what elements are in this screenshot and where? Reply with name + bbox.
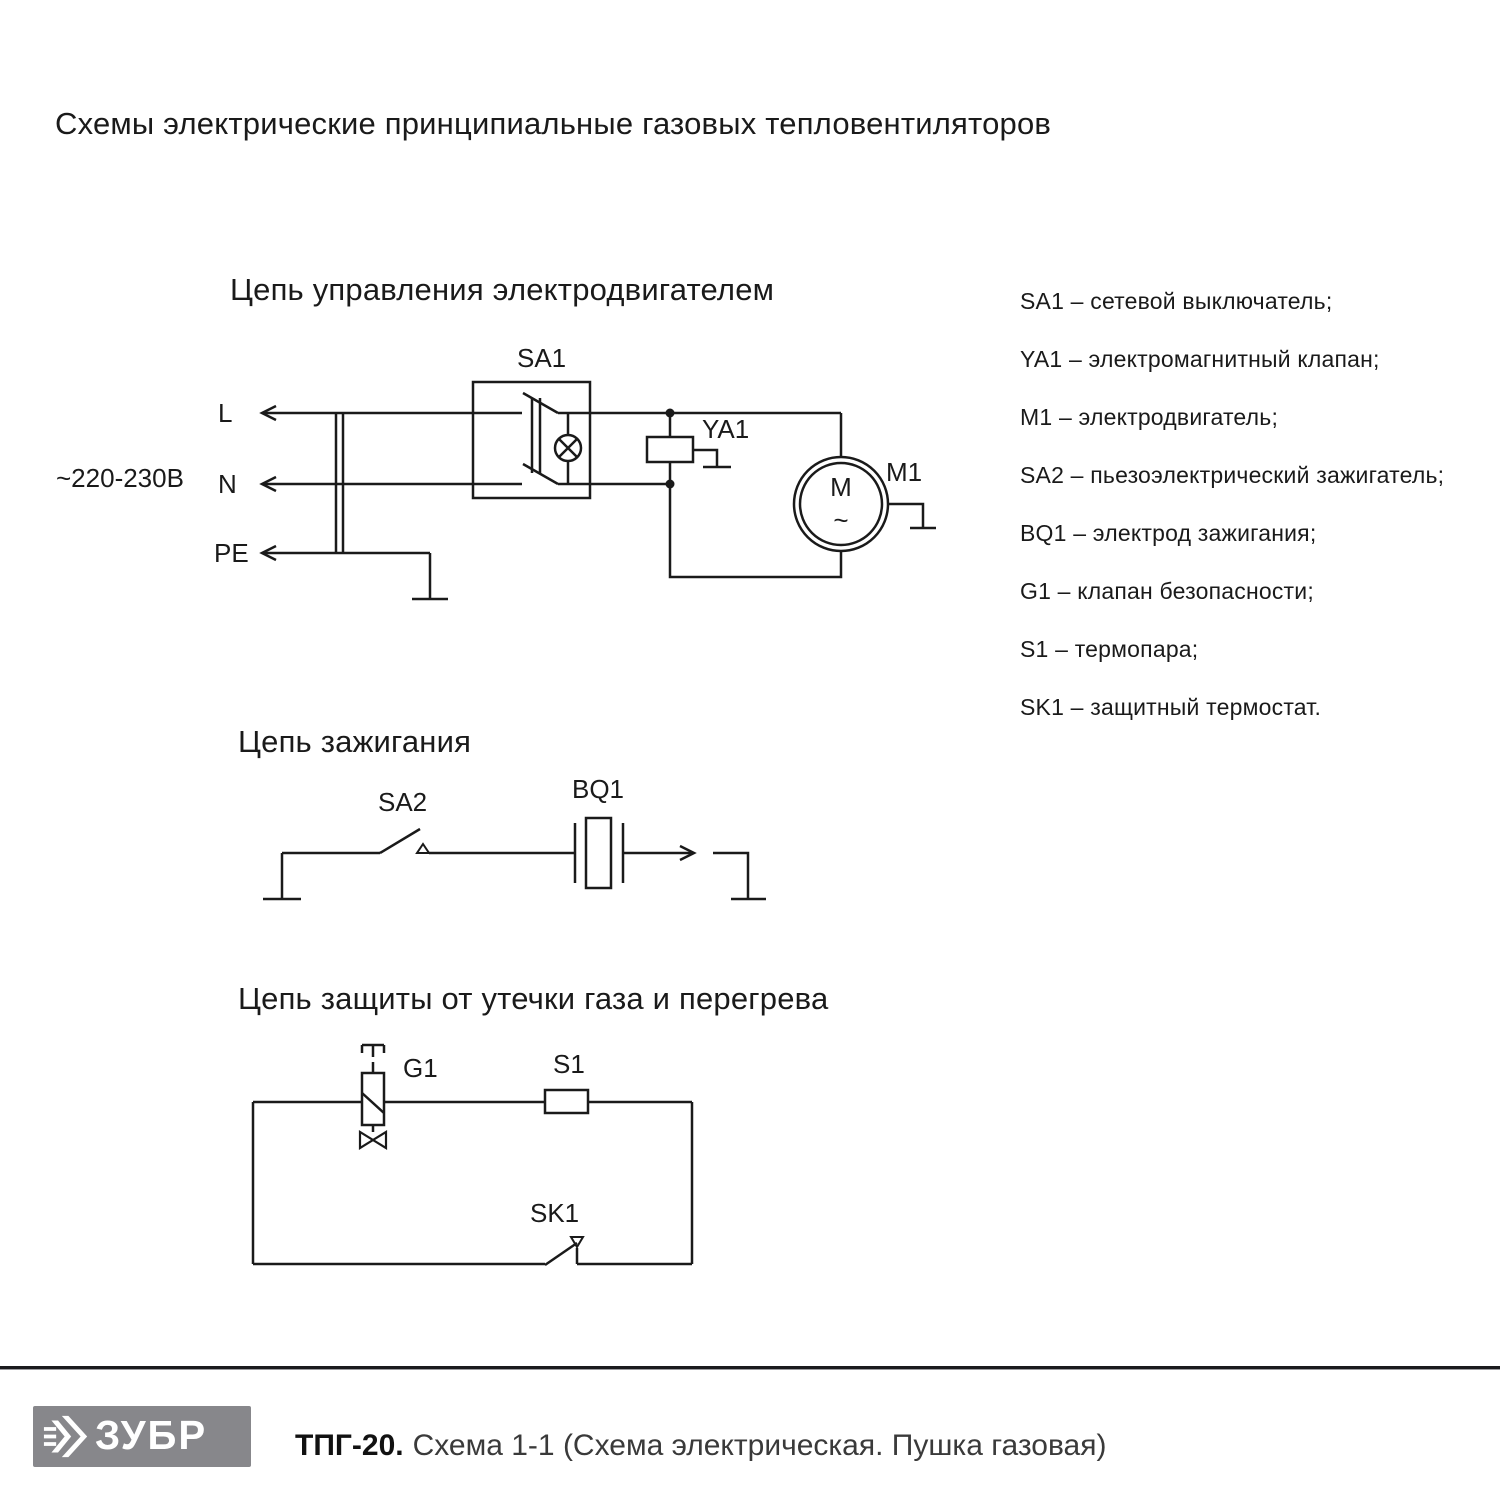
legend-item-sa1: SA1 – сетевой выключатель;	[1020, 288, 1333, 314]
legend-item-bq1: BQ1 – электрод зажигания;	[1020, 520, 1317, 546]
component-legend	[1020, 289, 1444, 719]
bq1-electrode-symbol	[575, 818, 694, 888]
right-terminal	[713, 853, 766, 899]
g1-label: G1	[403, 1053, 438, 1083]
earth-ground-icon	[713, 853, 766, 899]
earth-ground-icon	[263, 853, 301, 899]
valve-bowtie-icon	[360, 1132, 386, 1148]
schema-caption: Схема 1-1 (Схема электрическая. Пушка газовая)	[412, 1429, 1107, 1462]
page-title: Схемы электрические принципиальные газовых тепловентиляторов	[55, 106, 1052, 141]
footer-caption	[295, 1429, 1106, 1463]
earth-ground-icon	[888, 504, 936, 528]
sa2-pushbutton-symbol	[282, 829, 575, 853]
sa1-switch-symbol	[473, 382, 841, 498]
g1-safety-valve-symbol	[360, 1045, 386, 1148]
wire-label-pe: PE	[214, 538, 249, 568]
legend-item-ya1: YA1 – электромагнитный клапан;	[1020, 346, 1380, 372]
zubr-logo-text: ЗУБР	[95, 1412, 208, 1458]
motor-ac-symbol: ~	[833, 505, 849, 535]
sk1-thermostat-symbol	[545, 1237, 583, 1265]
protection-circuit-title: Цепь защиты от утечки газа и перегрева	[238, 981, 829, 1016]
motor-control-circuit-diagram	[0, 330, 960, 620]
supply-voltage-label: ~220-230В	[56, 463, 184, 493]
sa1-label: SA1	[517, 343, 567, 373]
footer-divider	[0, 1366, 1500, 1370]
legend-item-s1: S1 – термопара;	[1020, 636, 1199, 662]
bq1-label: BQ1	[571, 774, 625, 804]
sk1-label: SK1	[530, 1198, 580, 1228]
model-name: ТПГ-20.	[295, 1429, 404, 1462]
earth-ground-icon	[412, 553, 448, 599]
motor-control-circuit-title: Цепь управления электродвигателем	[230, 272, 775, 307]
legend-item-sa2: SA2 – пьезоэлектрический зажигатель;	[1020, 462, 1445, 488]
legend-item-g1: G1 – клапан безопасности;	[1020, 578, 1314, 604]
switch-linkage	[532, 398, 540, 473]
earth-ground-icon	[693, 450, 731, 467]
s1-label: S1	[553, 1049, 585, 1079]
supply-lines	[262, 406, 473, 599]
zubr-emblem-icon	[43, 1413, 90, 1460]
legend-item-sk1: SK1 – защитный термостат.	[1020, 694, 1322, 720]
wire-label-n: N	[218, 469, 237, 499]
ignition-circuit-title: Цепь зажигания	[238, 724, 472, 759]
sa2-label: SA2	[378, 787, 428, 817]
pushbutton-contact-icon	[417, 844, 429, 853]
circuit-loop	[253, 1102, 692, 1264]
m1-label: M1	[886, 457, 923, 487]
ignition-circuit-diagram	[0, 720, 960, 920]
legend-item-m1: M1 – электродвигатель;	[1020, 404, 1279, 430]
motor-letter: M	[830, 472, 852, 502]
protection-circuit-diagram	[0, 980, 960, 1290]
s1-thermocouple-symbol	[545, 1090, 588, 1113]
ya1-label: YA1	[702, 414, 750, 444]
zubr-logo	[33, 1406, 251, 1467]
manual-actuator-icon	[362, 1045, 384, 1073]
left-terminal	[263, 853, 301, 899]
indicator-lamp-icon	[555, 413, 581, 484]
wire-label-l: L	[218, 398, 233, 428]
